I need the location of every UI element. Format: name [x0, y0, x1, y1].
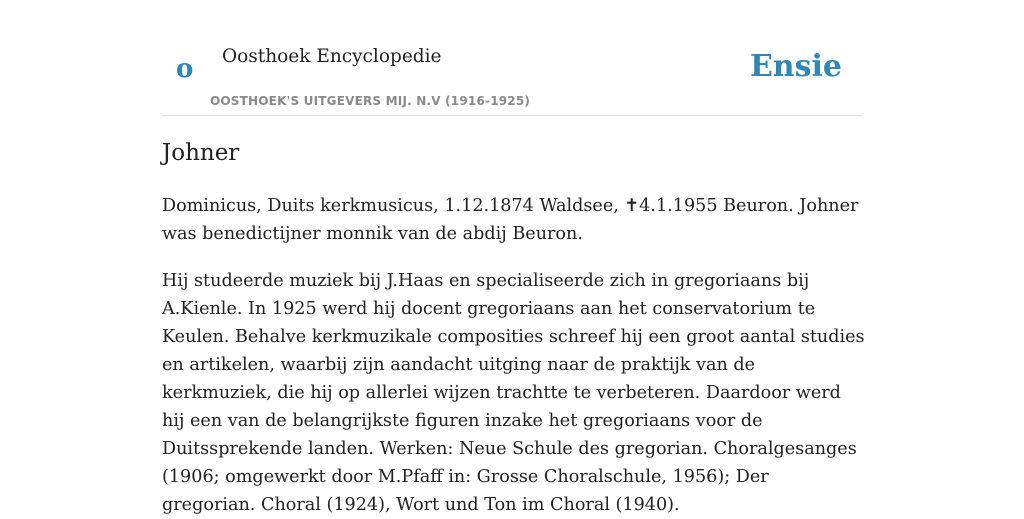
entry-paragraph-body: Hij studeerde muziek bij J.Haas en specialiseerde zich in gregoriaans bij A.Kienle. In 1925 werd hij docent gregoriaans aan het conservatorium te Keulen. Behalve kerkmuzikale composities schreef hij een groot aantal studies en artikelen, waarbij zijn aandacht uitging naar de praktijk van de kerkmuziek, die hij op allerlei wijzen trachtte te verbeteren. Daardoor werd hij een van de belangrijkste figuren inzake het gregoriaans voor de Duitssprekende landen. Werken: Neue Schule des gregorian. Choralgesanges (1906; omgewerkt door M.Pfaff in: Grosse Choralschule, 1956); Der gregorian. Choral (1924), Wort und Ton im Choral (1940). — [162, 271, 865, 515]
entry-paragraph-intro: Dominicus, Duits kerkmusicus, 1.12.1874 Waldsee, ✝4.1.1955 Beuron. Johner was benedictijner monnik van de abdij Beuron. — [162, 196, 859, 244]
site-header — [162, 0, 862, 116]
source-title-link[interactable]: Oosthoek Encyclopedie — [222, 46, 442, 67]
ensie-logo-link[interactable]: Ensie — [749, 49, 842, 84]
source-logo[interactable]: o — [176, 54, 194, 84]
entry-title: Johner — [162, 140, 240, 166]
publisher-label: OOSTHOEK'S UITGEVERS MIJ. N.V (1916-1925) — [210, 94, 531, 108]
encyclopedia-page — [162, 0, 865, 515]
